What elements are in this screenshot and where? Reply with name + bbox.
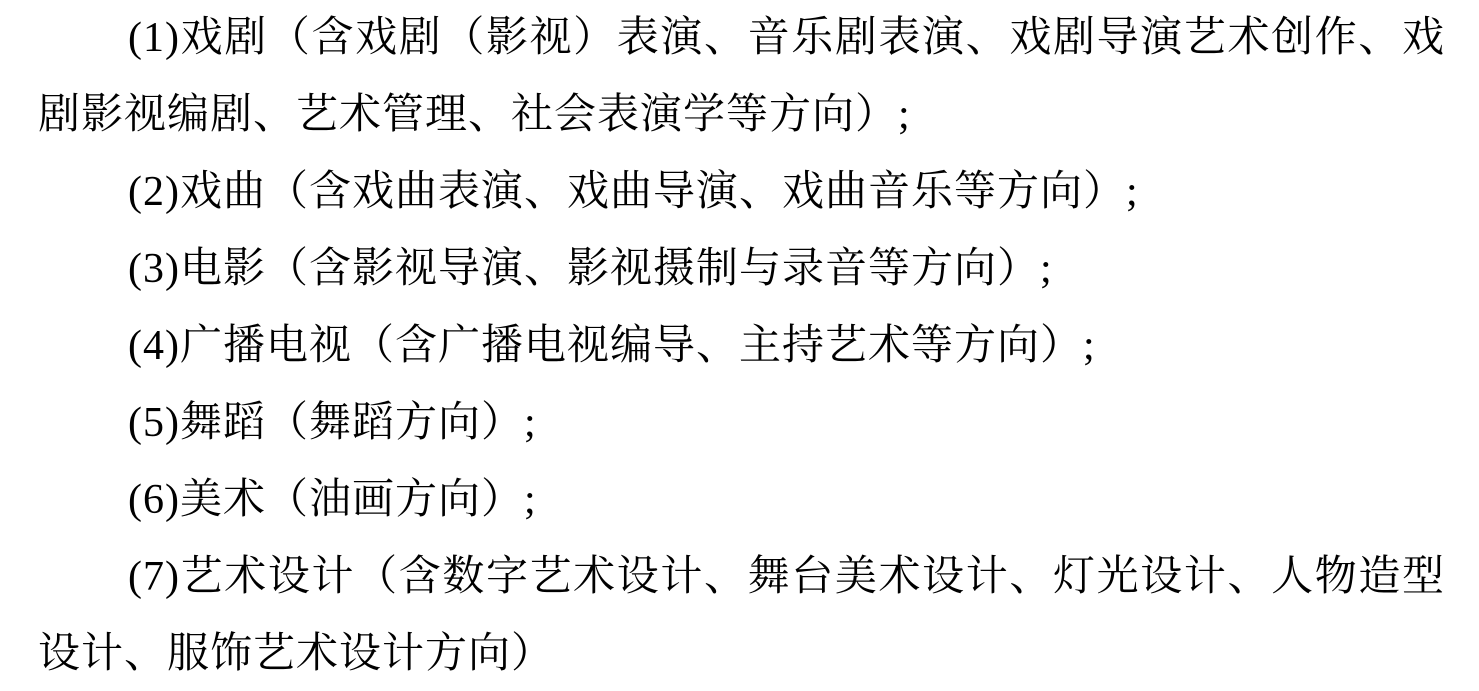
list-item-6: (6)美术（油画方向）; <box>128 477 537 523</box>
list-item-5: (5)舞蹈（舞蹈方向）; <box>128 400 537 446</box>
list-item-1: (1)戏剧（含戏剧（影视）表演、音乐剧表演、戏剧导演艺术创作、戏剧影视编剧、艺术管理、社会表演学等方向）; <box>38 15 1445 138</box>
list-item-4: (4)广播电视（含广播电视编导、主持艺术等方向）; <box>128 323 1096 369</box>
list-item-2: (2)戏曲（含戏曲表演、戏曲导演、戏曲音乐等方向）; <box>128 169 1139 215</box>
list-item-3: (3)电影（含影视导演、影视摄制与录音等方向）; <box>128 246 1053 292</box>
list-item-7: (7)艺术设计（含数字艺术设计、舞台美术设计、灯光设计、人物造型设计、服饰艺术设计方向） <box>38 554 1445 677</box>
